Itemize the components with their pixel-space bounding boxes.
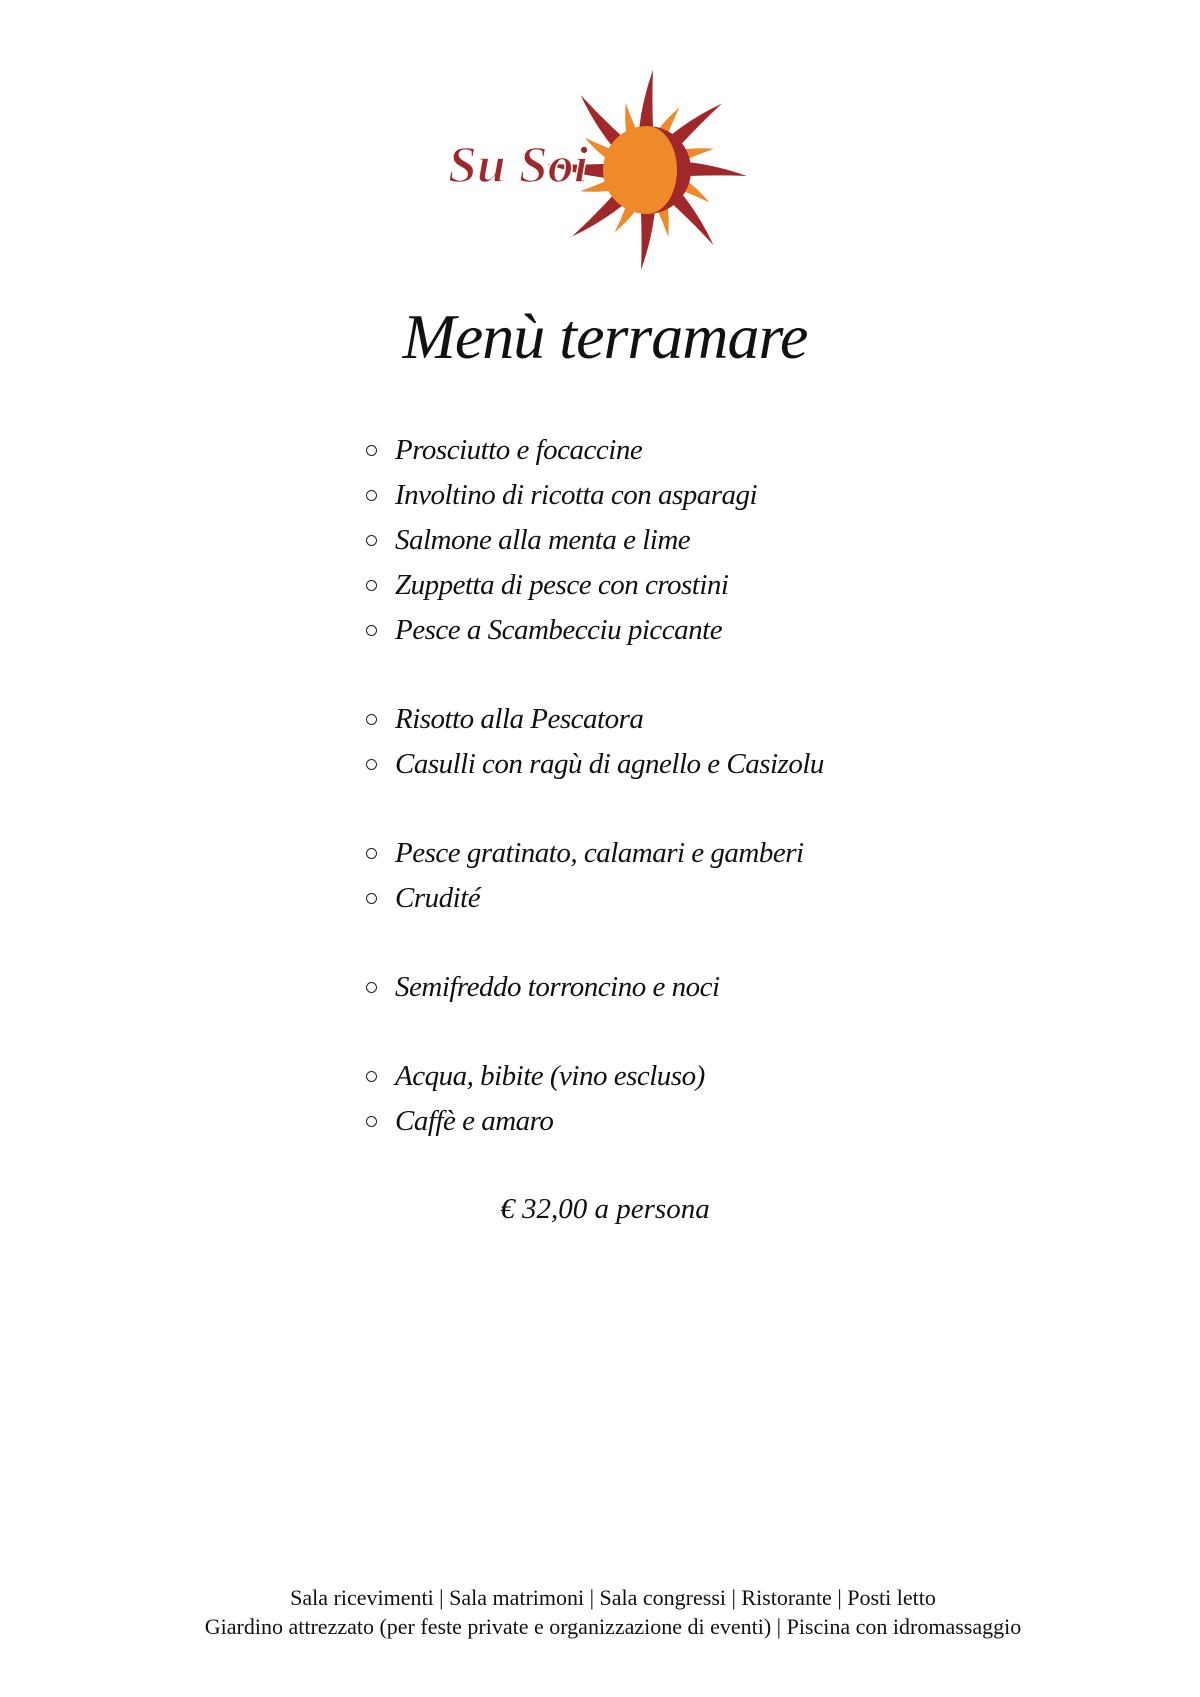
bullet-icon: [366, 759, 377, 770]
bullet-icon: [366, 848, 377, 859]
menu-title: Menù terramare: [402, 301, 808, 372]
menu-item: [366, 428, 824, 473]
bullet-icon: [366, 714, 377, 725]
menu-item-label: Pesce gratinato, calamari e gamberi: [395, 837, 804, 869]
menu-item: [366, 742, 824, 787]
bullet-icon: [366, 445, 377, 456]
bullet-icon: [366, 535, 377, 546]
menu-item: [366, 1054, 824, 1099]
menu-item-label: Salmone alla menta e lime: [395, 524, 691, 556]
menu-item-label: Risotto alla Pescatora: [395, 703, 644, 735]
menu-item-label: Semifreddo torroncino e noci: [395, 971, 720, 1003]
footer: [0, 1583, 1200, 1641]
menu-item-label: Crudité: [395, 882, 481, 914]
menu-item: [366, 831, 824, 876]
footer-line-1: Sala ricevimenti | Sala matrimoni | Sala congressi | Ristorante | Posti letto: [290, 1585, 936, 1610]
bullet-icon: [366, 893, 377, 904]
bullet-icon: [366, 1071, 377, 1082]
bullet-icon: [366, 625, 377, 636]
price: € 32,00 a persona: [500, 1193, 710, 1225]
menu-item-label: Involtino di ricotta con asparagi: [395, 479, 758, 511]
footer-line-2: Giardino attrezzato (per feste private e organizzazione di eventi) | Piscina con idromassaggio: [204, 1614, 1022, 1639]
bullet-icon: [366, 490, 377, 501]
su-soi-logo: [440, 66, 770, 276]
menu-item-label: Casulli con ragù di agnello e Casizolu: [395, 748, 824, 780]
menu-item-label: Caffè e amaro: [395, 1105, 554, 1137]
menu-item-label: Acqua, bibite (vino escluso): [395, 1060, 705, 1092]
menu-item-label: Zuppetta di pesce con crostini: [395, 569, 729, 601]
menu-list: [366, 428, 824, 1144]
menu-item: [366, 1099, 824, 1144]
menu-item-label: Prosciutto e focaccine: [395, 434, 643, 466]
bullet-icon: [366, 580, 377, 591]
menu-item: [366, 608, 824, 653]
menu-item: [366, 876, 824, 921]
menu-item: [366, 965, 824, 1010]
menu-item: [366, 518, 824, 563]
bullet-icon: [366, 982, 377, 993]
menu-item: [366, 697, 824, 742]
logo-text: Su Soi: [448, 137, 589, 194]
bullet-icon: [366, 1116, 377, 1127]
menu-item: [366, 473, 824, 518]
menu-item: [366, 563, 824, 608]
menu-item-label: Pesce a Scambecciu piccante: [395, 614, 723, 646]
